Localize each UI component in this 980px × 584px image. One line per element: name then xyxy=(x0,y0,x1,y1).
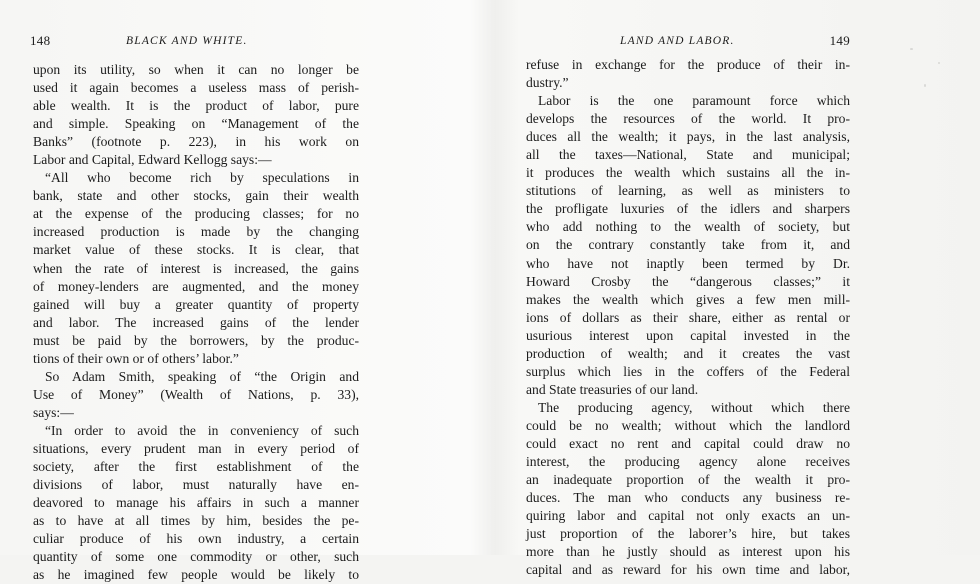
text-line: deavored to manage his affairs in such a manner xyxy=(33,495,359,511)
text-line: capital and as reward for his own time and labor, xyxy=(526,562,850,578)
text-line: interest, the producing agency alone receives xyxy=(526,454,850,470)
text-line: says:— xyxy=(33,404,74,420)
text-line: “In order to avoid the in conveniency of such xyxy=(45,422,359,438)
text-line: tions of their own or of others’ labor.” xyxy=(33,350,239,366)
text-line: and simple. Speaking on “Management of the xyxy=(33,116,359,132)
left-page-body xyxy=(33,61,359,584)
running-head: BLACK AND WHITE. xyxy=(126,35,248,47)
text-line: production of wealth; and it creates the vast xyxy=(526,345,850,361)
text-line: and labor. The increased gains of the lender xyxy=(33,314,359,330)
text-line: ions of dollars as their share, either as rental or xyxy=(526,309,850,325)
text-line: the profligate luxuries of the idlers and sharpers xyxy=(526,201,850,217)
text-line: dustry.” xyxy=(526,75,569,91)
text-line: Use of Money” (Wealth of Nations, p. 33), xyxy=(33,386,359,402)
running-head: LAND AND LABOR. xyxy=(620,35,735,47)
text-line: duces all the wealth; it pays, in the last analysis, xyxy=(526,129,850,145)
text-line: usurious interest upon capital invested in the xyxy=(526,327,850,343)
text-line: Labor is the one paramount force which xyxy=(538,93,850,109)
paper-speckles xyxy=(900,40,960,100)
text-line: Labor and Capital, Edward Kellogg says:— xyxy=(33,152,272,168)
text-line: market value of these stocks. It is clear, that xyxy=(33,242,359,258)
text-line: when the rate of interest is increased, the gains xyxy=(33,260,359,276)
text-line: stitutions of learning, as well as ministers to xyxy=(526,183,850,199)
text-line: it produces the wealth which sustains all the in- xyxy=(526,165,850,181)
right-page-header xyxy=(620,32,850,50)
text-line: refuse in exchange for the produce of their in- xyxy=(526,57,850,72)
left-page-header xyxy=(30,32,360,50)
text-line: at the expense of the producing classes; for no xyxy=(33,206,359,222)
text-line: gained will buy a greater quantity of property xyxy=(33,296,359,312)
text-line: an inadequate proportion of the wealth it pro- xyxy=(526,472,850,488)
text-line: more than he justly should as interest upon his xyxy=(526,544,850,560)
text-line: develops the resources of the world. It pro- xyxy=(526,111,850,127)
text-line: culiar produce of his own industry, a certain xyxy=(33,531,359,547)
text-line: bank, state and other stocks, gain their wealth xyxy=(33,188,359,204)
right-page-body xyxy=(526,56,850,579)
text-line: So Adam Smith, speaking of “the Origin and xyxy=(45,368,359,384)
text-line: on the contrary constantly take from it, and xyxy=(526,237,850,253)
text-line: used it again becomes a useless mass of perish- xyxy=(33,80,359,96)
text-line: quantity of some one commodity or other, such xyxy=(33,549,359,565)
text-line: upon its utility, so when it can no longer be xyxy=(33,62,359,77)
text-line: could be no wealth; without which the landlord xyxy=(526,417,850,433)
text-line: makes the wealth which gives a few men mill- xyxy=(526,291,850,307)
text-line: must be paid by the borrowers, by the produc- xyxy=(33,332,359,348)
page-number: 148 xyxy=(30,33,51,48)
text-line: and State treasuries of our land. xyxy=(526,381,699,397)
text-line: could exact no rent and capital could draw no xyxy=(526,435,850,451)
text-line: increased production is made by the changing xyxy=(33,224,359,240)
text-line: Banks” (footnote p. 223), in his work on xyxy=(33,134,359,150)
text-line: as he imagined few people would be likely to xyxy=(33,567,359,583)
text-line: The producing agency, without which there xyxy=(538,399,850,415)
text-line: divisions of labor, must naturally have en- xyxy=(33,477,359,493)
text-line: just proportion of the laborer’s hire, but takes xyxy=(526,526,850,542)
text-line: who have not inaptly been termed by Dr. xyxy=(526,255,850,271)
text-line: as to have at all times by him, besides the pe- xyxy=(33,513,359,529)
text-line: duces. The man who conducts any business re- xyxy=(526,490,850,506)
text-line: society, after the first establishment of the xyxy=(33,459,359,475)
text-line: who add nothing to the wealth of society, but xyxy=(526,219,850,235)
text-line: surplus which lies in the coffers of the Federal xyxy=(526,363,850,379)
left-page xyxy=(0,0,490,583)
text-line: all the taxes—National, State and municipal; xyxy=(526,147,850,163)
text-line: of money-lenders are augmented, and the money xyxy=(33,278,359,294)
text-line: situations, every prudent man in every period of xyxy=(33,440,359,456)
text-line: able wealth. It is the product of labor, pure xyxy=(33,98,359,114)
page-number: 149 xyxy=(829,33,850,48)
text-line: quiring labor and capital not only exacts an un- xyxy=(526,508,850,524)
text-line: “All who become rich by speculations in xyxy=(45,170,359,186)
text-line: Howard Crosby the “dangerous classes;” it xyxy=(526,273,850,289)
